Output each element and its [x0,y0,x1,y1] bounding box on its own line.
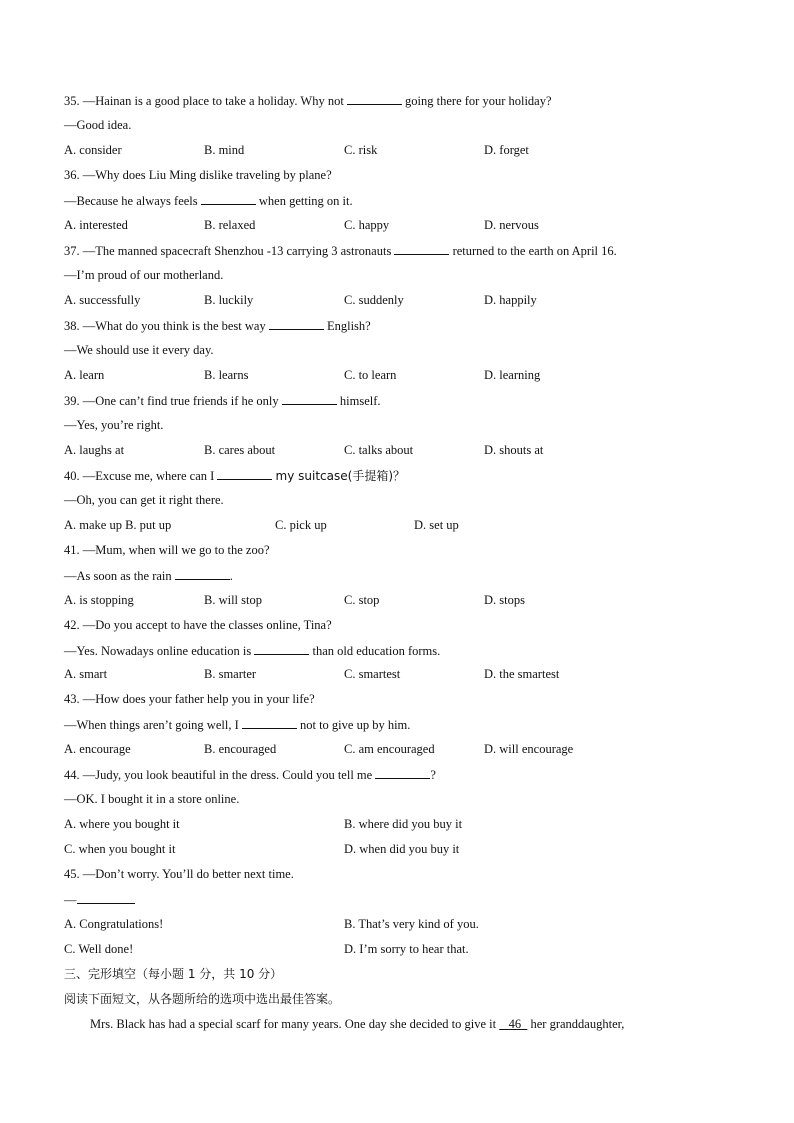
option-41-d[interactable]: D. stops [484,593,525,607]
answer-blank [375,766,430,779]
option-36-a[interactable]: A. interested [64,218,128,232]
option-38-c[interactable]: C. to learn [344,368,397,382]
option-41-b[interactable]: B. will stop [204,593,262,607]
option-44-b[interactable]: B. where did you buy it [344,817,463,831]
option-36-d[interactable]: D. nervous [484,218,539,232]
option-37-d[interactable]: D. happily [484,293,537,307]
option-43-c[interactable]: C. am encouraged [344,742,435,756]
response-37: —I’m proud of our motherland. [64,268,224,282]
option-42-d[interactable]: D. the smartest [484,667,560,681]
option-36-c[interactable]: C. happy [344,218,390,232]
option-37-c[interactable]: C. suddenly [344,293,404,307]
option-39-b[interactable]: B. cares about [204,443,276,457]
response-41: —As soon as the rain . [64,569,233,583]
section-instruction: 阅读下面短文，从各题所给的选项中选出最佳答案。 [64,992,341,1006]
response-45: — [64,891,135,908]
answer-blank [77,891,135,904]
response-36: —Because he always feels when getting on it. [64,194,353,208]
question-44: 44. —Judy, you look beautiful in the dress. Could you tell me ? [64,768,436,782]
question-38: 38. —What do you think is the best way English? [64,319,371,333]
answer-blank [201,192,256,205]
response-38: —We should use it every day. [64,343,214,357]
option-35-c[interactable]: C. risk [344,143,378,157]
option-35-b[interactable]: B. mind [204,143,245,157]
question-45: 45. —Don’t worry. You’ll do better next time. [64,867,294,881]
option-45-c[interactable]: C. Well done! [64,942,134,956]
answer-blank [217,467,272,480]
answer-blank [175,567,230,580]
question-36: 36. —Why does Liu Ming dislike traveling by plane? [64,168,332,182]
option-39-c[interactable]: C. talks about [344,443,414,457]
option-43-a[interactable]: A. encourage [64,742,131,756]
response-42: —Yes. Nowadays online education is than old education forms. [64,644,441,658]
response-35: —Good idea. [64,118,132,132]
option-40-d[interactable]: D. set up [414,518,459,532]
response-43: —When things aren’t going well, I not to give up by him. [64,718,411,732]
answer-blank [269,317,324,330]
question-35: 35. —Hainan is a good place to take a holiday. Why not going there for your holiday? [64,94,552,108]
question-43: 43. —How does your father help you in your life? [64,692,315,706]
option-44-c[interactable]: C. when you bought it [64,842,176,856]
question-37: 37. —The manned spacecraft Shenzhou -13 carrying 3 astronauts returned to the earth on April 16. [64,244,617,258]
option-44-d[interactable]: D. when did you buy it [344,842,460,856]
option-38-a[interactable]: A. learn [64,368,105,382]
answer-blank [282,392,337,405]
option-35-d[interactable]: D. forget [484,143,529,157]
option-37-b[interactable]: B. luckily [204,293,254,307]
option-36-b[interactable]: B. relaxed [204,218,256,232]
answer-blank [347,92,402,105]
option-38-d[interactable]: D. learning [484,368,541,382]
question-42: 42. —Do you accept to have the classes online, Tina? [64,618,332,632]
option-40-a-b[interactable]: A. make up B. put up [64,518,172,532]
passage-line: Mrs. Black has had a special scarf for many years. One day she decided to give it 46 her granddaughter, [90,1017,625,1031]
option-41-a[interactable]: A. is stopping [64,593,134,607]
response-44: —OK. I bought it in a store online. [64,792,240,806]
section-heading: 三、完形填空（每小题 1 分，共 10 分） [64,967,283,981]
option-35-a[interactable]: A. consider [64,143,122,157]
option-45-d[interactable]: D. I’m sorry to hear that. [344,942,469,956]
option-45-b[interactable]: B. That’s very kind of you. [344,917,479,931]
response-39: —Yes, you’re right. [64,418,164,432]
option-44-a[interactable]: A. where you bought it [64,817,180,831]
question-40: 40. —Excuse me, where can I my suitcase(手提箱)？ [64,469,405,483]
option-43-d[interactable]: D. will encourage [484,742,574,756]
option-39-a[interactable]: A. laughs at [64,443,125,457]
option-42-a[interactable]: A. smart [64,667,108,681]
question-41: 41. —Mum, when will we go to the zoo? [64,543,270,557]
option-45-a[interactable]: A. Congratulations! [64,917,164,931]
question-39: 39. —One can’t find true friends if he only himself. [64,394,381,408]
answer-blank [242,716,297,729]
option-38-b[interactable]: B. learns [204,368,249,382]
option-40-c[interactable]: C. pick up [275,518,327,532]
answer-blank [394,242,449,255]
option-39-d[interactable]: D. shouts at [484,443,544,457]
option-43-b[interactable]: B. encouraged [204,742,277,756]
option-41-c[interactable]: C. stop [344,593,380,607]
response-40: —Oh, you can get it right there. [64,493,224,507]
option-37-a[interactable]: A. successfully [64,293,141,307]
answer-blank [254,642,309,655]
cloze-blank-46: 46 [508,1017,522,1031]
option-42-c[interactable]: C. smartest [344,667,401,681]
option-42-b[interactable]: B. smarter [204,667,257,681]
